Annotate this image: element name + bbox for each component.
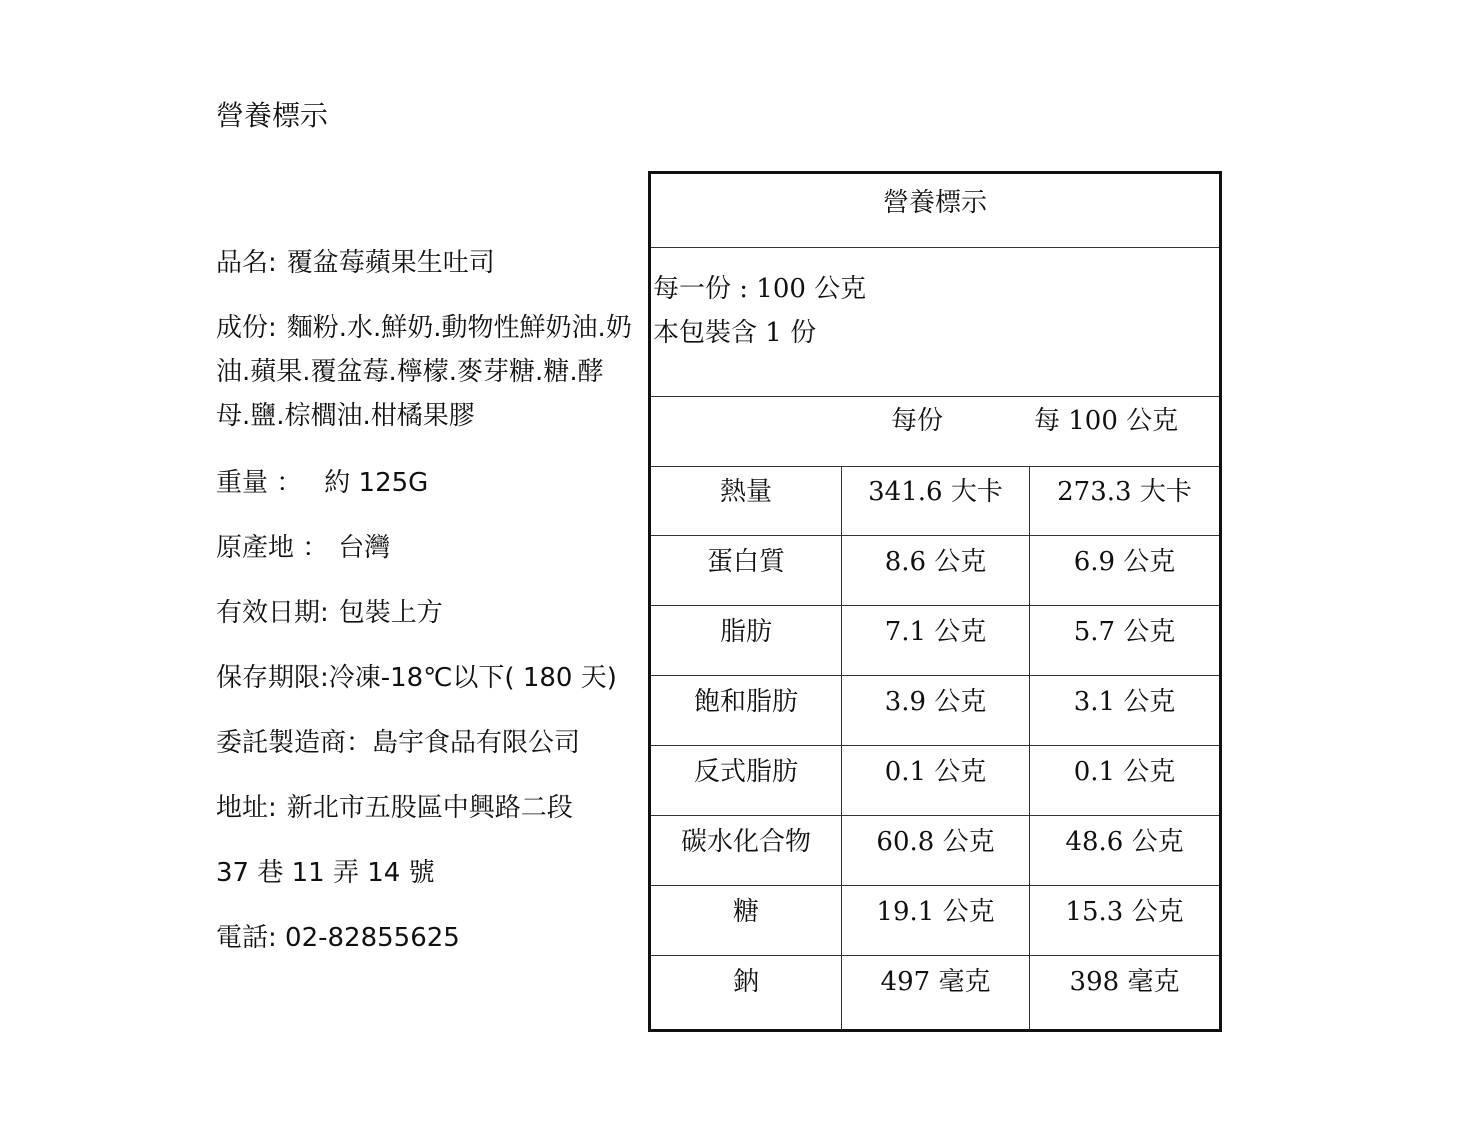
per-100g-value: 15.3 公克	[1065, 897, 1184, 927]
nutrient-name: 飽和脂肪	[651, 676, 842, 745]
page-title: 營養標示	[216, 99, 329, 132]
serving-info	[651, 247, 1219, 397]
weight-value: 約 125G	[324, 468, 429, 498]
per-serving-value: 3.9 公克	[842, 676, 1030, 745]
nutrient-name: 蛋白質	[651, 536, 842, 605]
per-serving-value: 497 毫克	[842, 956, 1030, 1030]
manufacturer-line: 委託製造商：島宇食品有限公司	[216, 728, 581, 758]
ingredients-label: 成份:	[216, 313, 277, 343]
ingredients-block	[216, 306, 636, 438]
address-line-2: 37 巷 11 弄 14 號	[216, 858, 435, 888]
product-name-label: 品名:	[216, 248, 277, 278]
serving-size: 每一份 : 100 公克	[653, 274, 867, 304]
expiry-value: 包裝上方	[338, 598, 443, 628]
table-row	[651, 676, 1219, 746]
table-row	[651, 886, 1219, 956]
per-100g-value: 48.6 公克	[1065, 827, 1184, 857]
weight-line	[216, 465, 428, 501]
nutrition-header-row	[651, 396, 1219, 467]
per-serving-value: 0.1 公克	[842, 746, 1030, 815]
nutrition-title: 營養標示	[651, 174, 1219, 248]
per-serving-value: 341.6 大卡	[842, 466, 1030, 535]
nutrient-name: 糖	[651, 886, 842, 955]
origin-value: 台灣	[338, 533, 391, 563]
nutrient-name: 鈉	[651, 956, 842, 1030]
table-row	[651, 536, 1219, 606]
storage-line: 保存期限:冷凍-18℃以下( 180 天)	[216, 663, 617, 693]
table-row	[651, 606, 1219, 676]
origin-label: 原產地 ：	[216, 533, 329, 563]
nutrient-name: 反式脂肪	[651, 746, 842, 815]
address-line	[216, 790, 573, 826]
ingredients-value: 麵粉.水.鮮奶.動物性鮮奶油.奶油.蘋果.覆盆莓.檸檬.麥芽糖.糖.酵母.鹽.棕櫚油.柑橘果膠	[216, 313, 632, 431]
phone-line: 電話: 02-82855625	[216, 923, 460, 953]
weight-label: 重量 ：	[216, 468, 303, 498]
table-row	[651, 816, 1219, 886]
per-100g-header: 每 100 公克	[1034, 406, 1179, 436]
per-100g-value: 6.9 公克	[1073, 547, 1176, 577]
per-serving-value: 8.6 公克	[842, 536, 1030, 605]
nutrient-name: 碳水化合物	[651, 816, 842, 885]
nutrient-name: 熱量	[651, 466, 842, 535]
product-name-value: 覆盆莓蘋果生吐司	[286, 248, 495, 278]
per-100g-value: 273.3 大卡	[1057, 477, 1192, 507]
address-value: 新北市五股區中興路二段	[286, 793, 573, 823]
per-serving-value: 7.1 公克	[842, 606, 1030, 675]
nutrition-table	[648, 171, 1222, 1032]
per-100g-value: 0.1 公克	[1073, 757, 1176, 787]
per-serving-header: 每份	[891, 406, 944, 436]
per-serving-value: 60.8 公克	[842, 816, 1030, 885]
per-100g-value: 5.7 公克	[1073, 617, 1176, 647]
table-row	[651, 956, 1219, 1030]
servings-per-package: 本包裝含 1 份	[653, 318, 817, 348]
address-label: 地址:	[216, 793, 277, 823]
per-100g-value: 3.1 公克	[1073, 687, 1176, 717]
per-100g-value: 398 毫克	[1069, 967, 1180, 997]
expiry-label: 有效日期:	[216, 598, 329, 628]
expiry-line	[216, 595, 443, 631]
origin-line	[216, 530, 390, 566]
nutrition-rows	[651, 466, 1219, 1030]
table-row	[651, 746, 1219, 816]
product-name-line	[216, 245, 495, 281]
per-serving-value: 19.1 公克	[842, 886, 1030, 955]
table-row	[651, 466, 1219, 536]
nutrient-name: 脂肪	[651, 606, 842, 675]
